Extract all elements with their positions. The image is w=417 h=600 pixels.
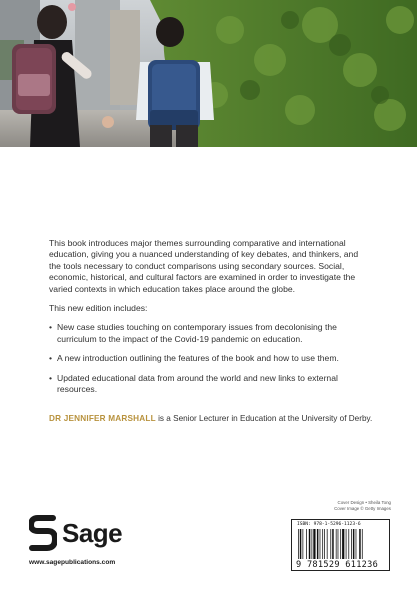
barcode-bar <box>359 529 361 559</box>
isbn-label: ISBN: 978-1-5296-1123-6 <box>297 522 361 527</box>
list-item: • A new introduction outlining the features of the book and how to use them. <box>49 353 372 364</box>
barcode-bar <box>342 529 344 559</box>
cover-design-credit: Cover Design • Sheila Tong <box>337 500 391 505</box>
barcode-bars <box>297 529 386 559</box>
barcode-bar <box>362 529 363 559</box>
sage-logo-icon <box>29 515 57 551</box>
barcode-bar <box>324 529 325 559</box>
barcode-bar <box>313 529 315 559</box>
author-name: DR JENNIFER MARSHALL <box>49 414 156 423</box>
publisher-website: www.sagepublications.com <box>29 559 116 566</box>
barcode-bar <box>348 529 349 559</box>
barcode-bar <box>356 529 357 559</box>
barcode-bar <box>353 529 355 559</box>
barcode-bar <box>330 529 331 559</box>
barcode-bar <box>320 529 321 559</box>
barcode-bar <box>317 529 319 559</box>
barcode-bar <box>351 529 352 559</box>
barcode-bar <box>300 529 302 559</box>
barcode-bar <box>312 529 313 559</box>
edition-heading: This new edition includes: <box>49 303 148 314</box>
blurb <box>49 238 372 403</box>
barcode-bar <box>332 529 334 559</box>
cover-credits <box>334 500 391 512</box>
barcode-bar <box>298 529 299 559</box>
barcode-bar <box>338 529 339 559</box>
barcode-bar <box>340 529 341 559</box>
cover-image-credit: Cover Image © Getty Images <box>334 506 391 511</box>
author-bio <box>49 414 379 423</box>
blurb-intro: This book introduces major themes surrounding comparative and international education, giving you a nuanced understanding of key debates, and thinkers, and the tools necessary to conduct comparisons using secondary sources. Social, economic, historical, and cultural factors are examined in order to investigate the varied contexts in which education takes place around the globe. <box>49 238 359 294</box>
edition-features-list <box>49 322 372 395</box>
barcode-bar <box>336 529 337 559</box>
barcode-bar <box>346 529 347 559</box>
list-item: • New case studies touching on contemporary issues from decolonising the curriculum to the impact of the Covid-19 pandemic on education. <box>49 322 372 345</box>
list-item: • Updated educational data from around the world and new links to external resources. <box>49 373 372 396</box>
logo-wordmark: Sage <box>62 518 123 548</box>
barcode-digits: 9 781529 611236 <box>296 560 379 570</box>
cover-photo <box>0 0 417 147</box>
barcode-bar <box>327 529 328 559</box>
barcode-bar <box>309 529 311 559</box>
isbn-barcode <box>291 519 390 571</box>
barcode-bar <box>322 529 323 559</box>
barcode-bar <box>303 529 304 559</box>
author-bio-text: is a Senior Lecturer in Education at the University of Derby. <box>155 414 373 423</box>
barcode-bar <box>306 529 307 559</box>
